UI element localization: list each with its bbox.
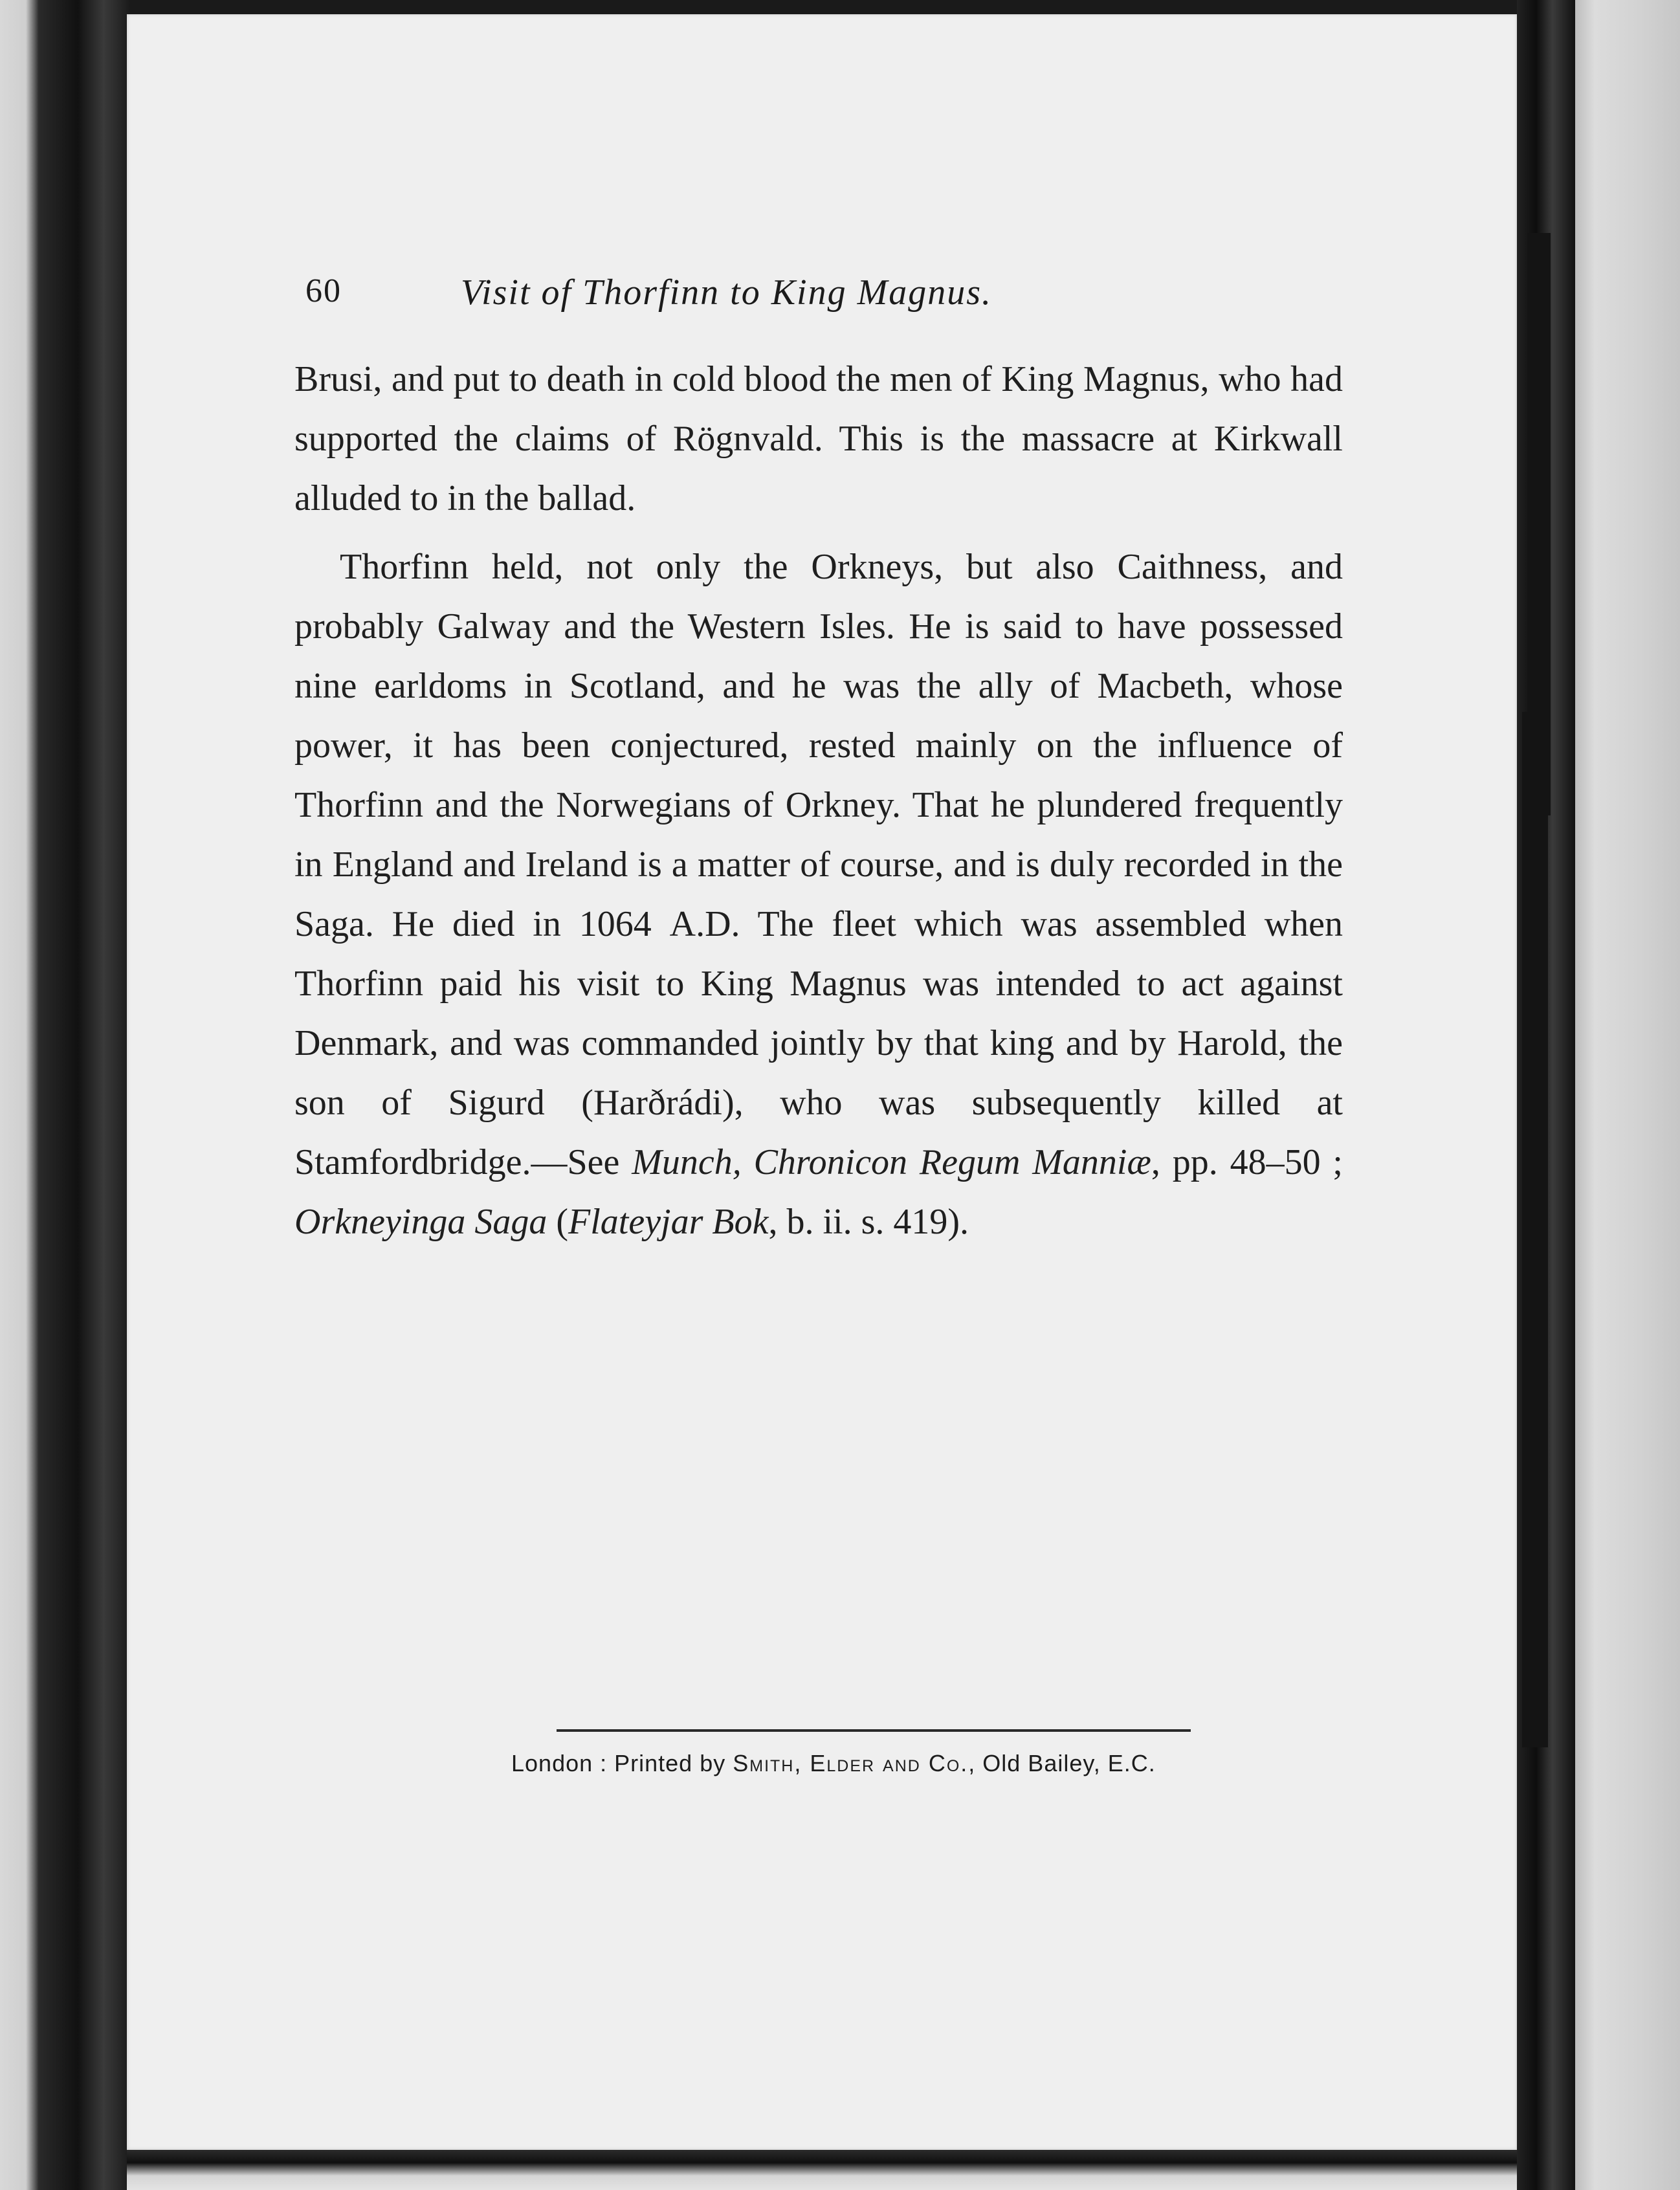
page-number: 60 — [305, 272, 342, 309]
reference-munch-pages: , pp. 48–50 ; — [1151, 1142, 1343, 1182]
era-abbreviation: A.D. — [669, 904, 740, 944]
running-head: Visit of Thorfinn to King Magnus. — [461, 272, 993, 313]
imprint-rule — [557, 1729, 1191, 1732]
paragraph-1: Brusi, and put to death in cold blood the men of King Magnus, who had supported the claims of Rögnvald. This is the massacre at Kirkwall alluded to in the ballad. — [294, 359, 1343, 518]
reference-flateyjar: Flateyjar Bok — [568, 1202, 769, 1242]
body-text — [294, 349, 1343, 1252]
imprint-suffix: , Old Bailey, E.C. — [968, 1750, 1156, 1776]
reference-orkneyinga: Orkneyinga Saga — [294, 1202, 547, 1242]
reference-location: , b. ii. s. 419). — [768, 1202, 969, 1242]
paragraph-2-text: Thorfinn held, not only the Orkneys, but also Caithness, and probably Galway and the Western Isles. He is said to have possessed nine earldoms in Scotland, and he was the ally of Macbeth, whose power, it has been conjectured, rested mainly on the influence of Thorfinn and the Norwegians of Orkney. That he plundered frequently in England and Ireland is a matter of course, and is duly recorded in the Saga. He died in 1064 — [294, 547, 1343, 944]
page-bottom-edge — [127, 2150, 1517, 2190]
reference-paren-open: ( — [547, 1202, 569, 1242]
next-page-edge — [1575, 0, 1680, 2190]
paragraph-2 — [294, 537, 1343, 1252]
printer-imprint — [511, 1750, 1223, 1777]
imprint-printer: Smith, Elder and Co. — [733, 1750, 969, 1776]
reference-munch: Munch, Chronicon Regum Manniæ — [632, 1142, 1151, 1182]
binding-shadow — [1522, 712, 1548, 1747]
book-binding-left — [0, 0, 129, 2190]
paragraph-2-continued: The fleet which was assembled when Thorfinn paid his visit to King Magnus was intended to act against Denmark, and was commanded jointly by that king and by Harold, the son of Sigurd (Harðrádi), who was subsequently killed at Stamfordbridge.—See — [294, 904, 1343, 1182]
page-header — [305, 272, 1341, 330]
imprint-prefix: London : Printed by — [511, 1750, 733, 1776]
